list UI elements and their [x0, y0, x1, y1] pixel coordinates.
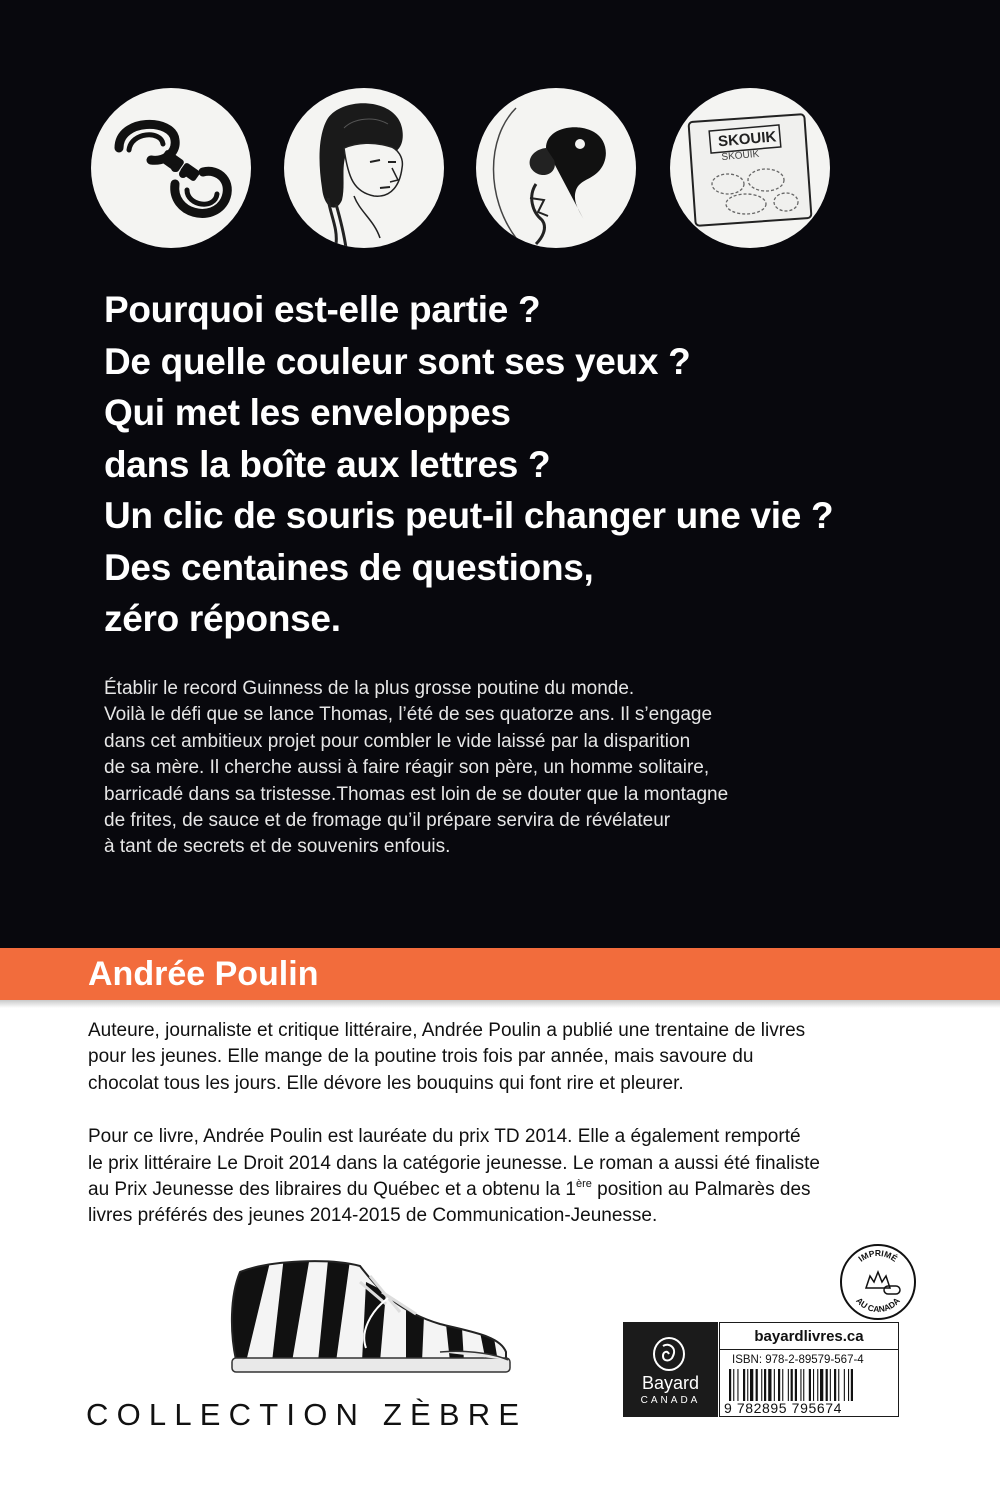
- author-name: Andrée Poulin: [88, 955, 319, 993]
- award-line: livres préférés des jeunes 2014-2015 de Communication-Jeunesse.: [88, 1205, 658, 1227]
- printed-top-text: IMPRIMÉ: [856, 1248, 900, 1264]
- bag-icon: [670, 88, 830, 248]
- award-line: le prix littéraire Le Droit 2014 dans la catégorie jeunesse. Le roman a aussi été finaliste: [88, 1152, 820, 1174]
- author-band: [0, 948, 1000, 1000]
- bag-label: SKOUIK: [717, 128, 778, 151]
- barcode-icon: [727, 1369, 895, 1401]
- girl-portrait-icon: [284, 88, 444, 248]
- question-line: De quelle couleur sont ses yeux ?: [104, 340, 691, 382]
- synopsis-line: barricadé dans sa tristesse.Thomas est loin de se douter que la montagne: [104, 783, 729, 805]
- bag-sublabel: SKOUIK: [721, 148, 760, 164]
- award-line-part: position au Palmarès des: [591, 1179, 811, 1201]
- question-line: Un clic de souris peut-il changer une vie ?: [104, 495, 834, 536]
- teaser-questions: [104, 284, 984, 645]
- question-line: dans la boîte aux lettres ?: [104, 443, 551, 485]
- award-line: Pour ce livre, Andrée Poulin est lauréate du prix TD 2014. Elle a également remporté: [88, 1126, 801, 1148]
- publisher-name: Bayard: [641, 1373, 700, 1393]
- parrot-icon: [476, 88, 636, 248]
- printed-in-canada-badge: [838, 1242, 918, 1322]
- awards-paragraph: [88, 1124, 968, 1230]
- synopsis: [104, 676, 984, 861]
- bayard-logo-icon: [651, 1336, 687, 1372]
- publisher-country: CANADA: [640, 1395, 701, 1406]
- synopsis-line: de sa mère. Il cherche aussi à faire réagir son père, un homme solitaire,: [104, 757, 710, 779]
- question-line: zéro réponse.: [104, 598, 341, 639]
- question-line: Qui met les enveloppes: [104, 392, 511, 433]
- synopsis-line: Voilà le défi que se lance Thomas, l’été de ses quatorze ans. Il s’engage: [104, 704, 713, 726]
- bio-paragraph: [88, 1018, 968, 1097]
- author-bio: [88, 1018, 968, 1257]
- bio-line: pour les jeunes. Elle mange de la poutine trois fois par année, mais savoure du: [88, 1046, 754, 1068]
- award-line: [88, 1177, 968, 1203]
- synopsis-line: dans cet ambitieux projet pour combler le vide laissé par la disparition: [104, 730, 691, 752]
- bio-line: Auteure, journaliste et critique littéraire, Andrée Poulin a publié une trentaine de livres: [88, 1020, 806, 1041]
- publisher-logo-box: [623, 1322, 718, 1417]
- synopsis-line: de frites, de sauce et de fromage qu’il prépare servira de révélateur: [104, 810, 671, 832]
- printed-bottom-text: AU CANADA: [854, 1295, 902, 1315]
- superscript: ère: [575, 1178, 592, 1191]
- question-line: Des centaines de questions,: [104, 546, 594, 588]
- band-shadow: [0, 1000, 1000, 1008]
- synopsis-line: Établir le record Guinness de la plus grosse poutine du monde.: [104, 678, 635, 699]
- question-line: Pourquoi est-elle partie ?: [104, 289, 541, 330]
- isbn-block: [719, 1322, 899, 1417]
- bio-line: chocolat tous les jours. Elle dévore les bouquins qui font rire et pleurer.: [88, 1072, 684, 1094]
- award-line-part: au Prix Jeunesse des libraires du Québec et a obtenu la 1: [88, 1179, 576, 1201]
- collection-title: COLLECTION ZÈBRE: [86, 1397, 528, 1432]
- isbn-text: ISBN: 978-2-89579-567-4: [732, 1354, 864, 1366]
- publisher-website[interactable]: bayardlivres.ca: [720, 1323, 898, 1350]
- synopsis-line: à tant de secrets et de souvenirs enfouis.: [104, 836, 451, 858]
- zebra-sneaker-icon: [210, 1252, 520, 1377]
- handcuffs-icon: [91, 88, 251, 248]
- barcode-digits: 9 782895 795674: [724, 1400, 842, 1416]
